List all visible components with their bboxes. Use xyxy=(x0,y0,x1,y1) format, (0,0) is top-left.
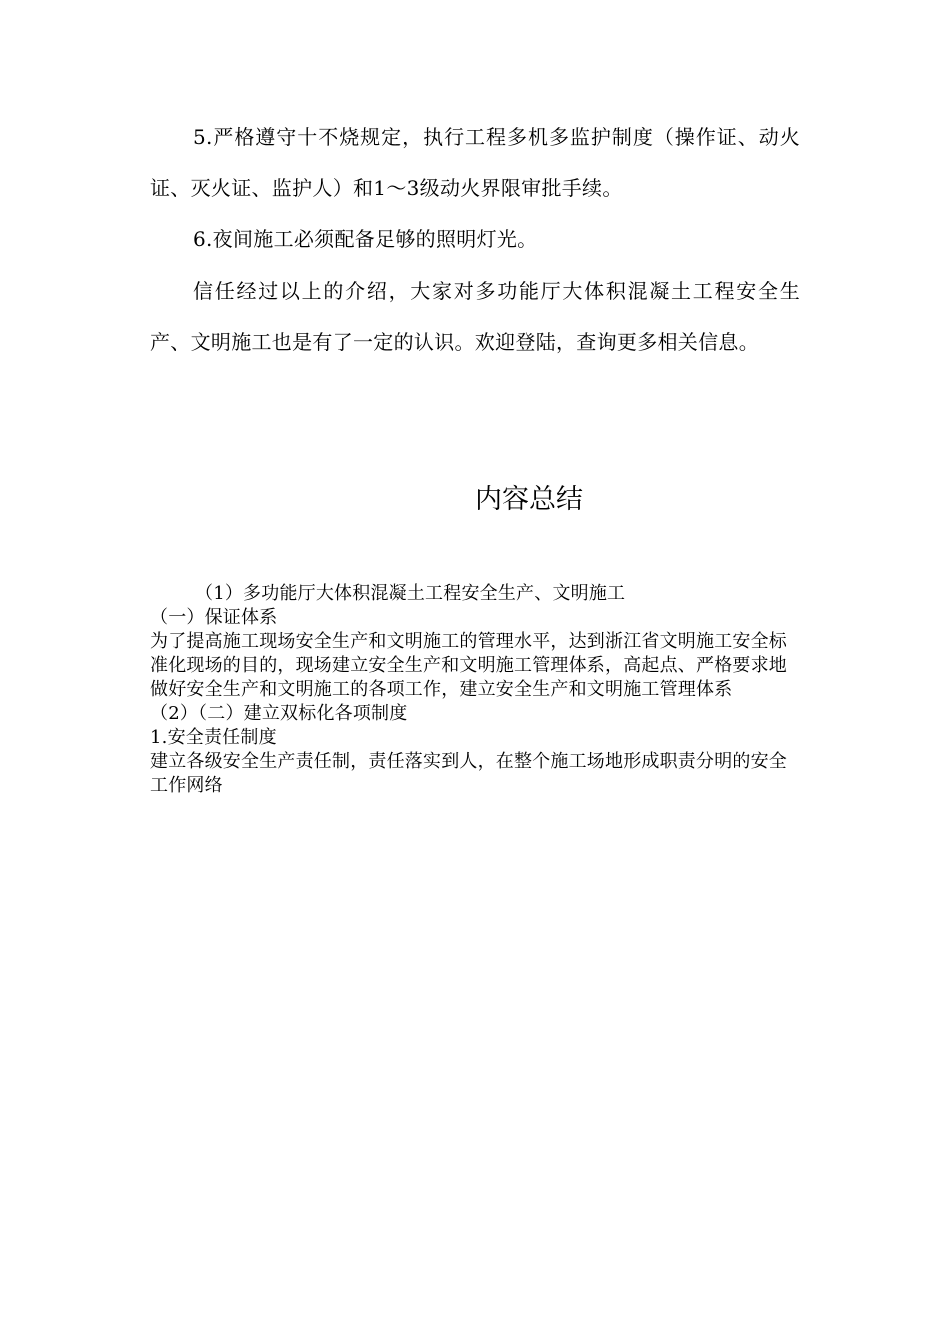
paragraph-closing: 信任经过以上的介绍，大家对多功能厅大体积混凝土工程安全生产、文明施工也是有了一定的认识。欢迎登陆，查询更多相关信息。 xyxy=(150,279,800,354)
summary-line-guarantee-text: 为了提高施工现场安全生产和文明施工的管理水平，达到浙江省文明施工安全标准化现场的目的，现场建立安全生产和文明施工管理体系，高起点、严格要求地做好安全生产和文明施工的各项工作，建立安全生产和文明施工管理体系 xyxy=(150,631,787,700)
summary-line-responsibility-text: 建立各级安全生产责任制，责任落实到人，在整个施工场地形成职责分明的安全工作网络 xyxy=(150,751,787,796)
summary-line-heading-2: （2）（二）建立双标化各项制度 xyxy=(150,703,408,724)
paragraph-night-lighting: 6.夜间施工必须配备足够的照明灯光。 xyxy=(193,227,538,251)
summary-line-heading-1: （1）多功能厅大体积混凝土工程安全生产、文明施工 xyxy=(195,583,626,604)
summary-line-guarantee-system: （一）保证体系 xyxy=(150,607,278,628)
paragraph-fire-rules: 5.严格遵守十不烧规定，执行工程多机多监护制度（操作证、动火证、灭火证、监护人）和1～3级动火界限审批手续。 xyxy=(150,125,800,200)
summary-line-responsibility-title: 1.安全责任制度 xyxy=(150,727,277,748)
summary-section xyxy=(150,582,800,798)
summary-title: 内容总结 xyxy=(475,484,583,515)
